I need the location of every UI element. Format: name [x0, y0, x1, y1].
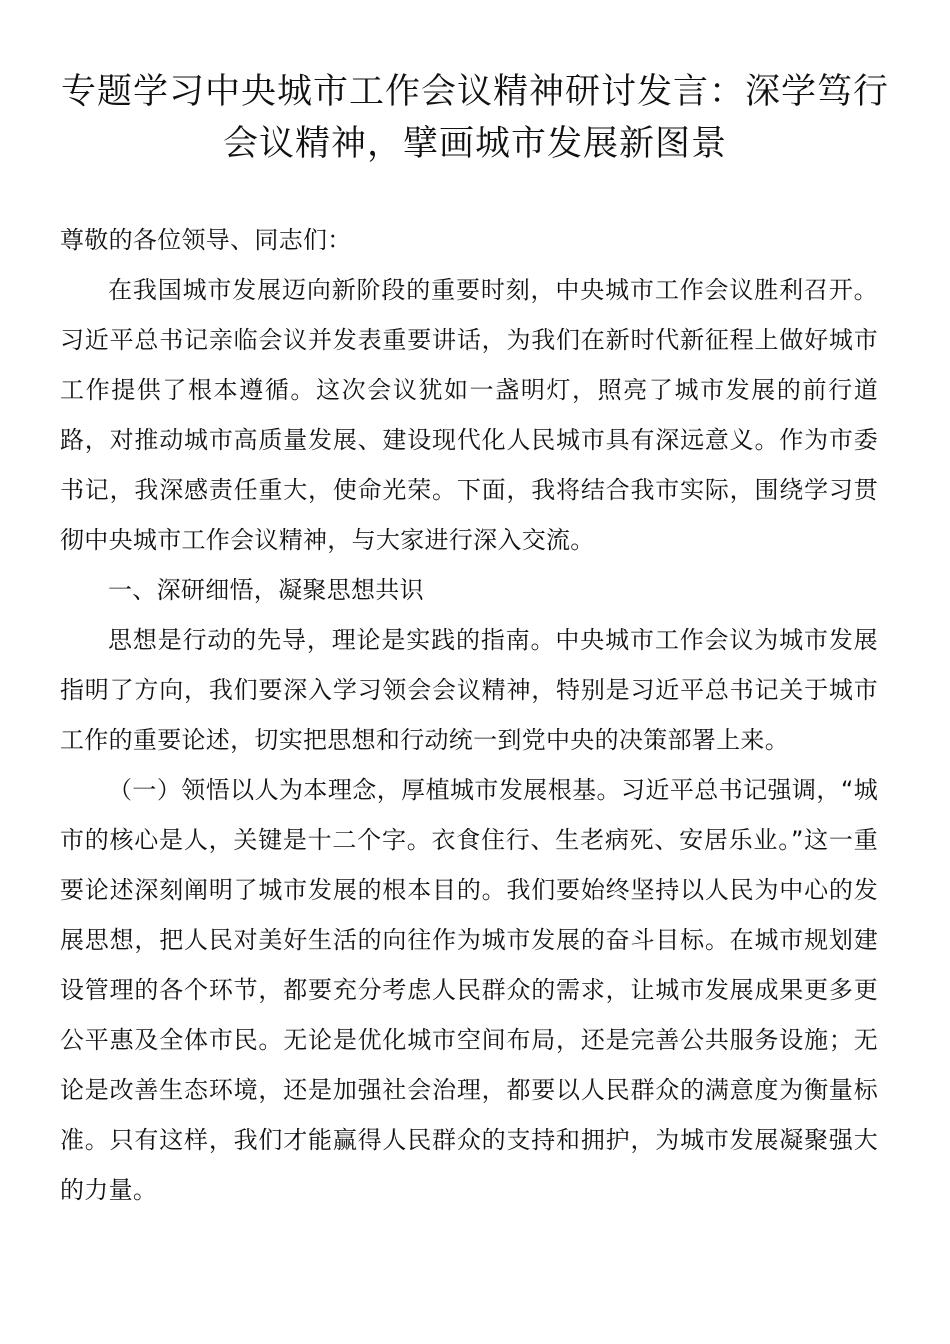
paragraph-section-1-intro: 思想是行动的先导，理论是实践的指南。中央城市工作会议为城市发展指明了方向，我们要深入学习领会会议精神，特别是习近平总书记关于城市工作的重要论述，切实把思想和行动统一到党中央的决策部署上来。: [60, 626, 878, 754]
salutation: 尊敬的各位领导、同志们：: [60, 226, 352, 254]
document-title: [60, 66, 890, 170]
paragraph-subsection-1: （一）领悟以人为本理念，厚植城市发展根基。习近平总书记强调，“城市的核心是人，关键是十二个字。衣食住行、生老病死、安居乐业。”这一重要论述深刻阐明了城市发展的根本目的。我们要始终坚持以人民为中心的发展思想，把人民对美好生活的向往作为城市发展的奋斗目标。在城市规划建设管理的各个环节，都要充分考虑人民群众的需求，让城市发展成果更多更公平惠及全体市民。无论是优化城市空间布局，还是完善公共服务设施；无论是改善生态环境，还是加强社会治理，都要以人民群众的满意度为衡量标准。只有这样，我们才能赢得人民群众的支持和拥护，为城市发展凝聚强大的力量。: [60, 776, 878, 1204]
title-line-2: 会议精神，擘画城市发展新图景: [222, 124, 727, 164]
document-body: [60, 215, 878, 1215]
paragraph-intro: 在我国城市发展迈向新阶段的重要时刻，中央城市工作会议胜利召开。习近平总书记亲临会议并发表重要讲话，为我们在新时代新征程上做好城市工作提供了根本遵循。这次会议犹如一盏明灯，照亮了城市发展的前行道路，对推动城市高质量发展、建设现代化人民城市具有深远意义。作为市委书记，我深感责任重大，使命光荣。下面，我将结合我市实际，围绕学习贯彻中央城市工作会议精神，与大家进行深入交流。: [60, 276, 878, 554]
section-heading-1: 一、深研细悟，凝聚思想共识: [108, 576, 424, 604]
title-line-1: 专题学习中央城市工作会议精神研讨发言：深学笃行: [60, 72, 889, 112]
